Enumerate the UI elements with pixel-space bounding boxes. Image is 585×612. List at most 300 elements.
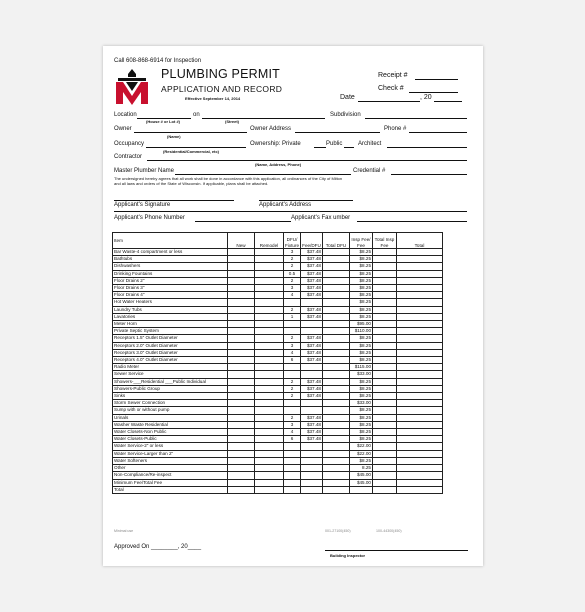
owner-label: Owner xyxy=(114,126,132,132)
total-insp-cell[interactable] xyxy=(373,349,397,356)
owner-address-field[interactable] xyxy=(295,132,380,133)
table-row xyxy=(113,328,443,335)
new-cell[interactable] xyxy=(228,249,255,256)
remodel-cell[interactable] xyxy=(255,342,284,349)
fee-dfu-cell xyxy=(301,443,323,450)
new-cell[interactable] xyxy=(228,285,255,292)
fee-dfu-cell xyxy=(301,486,323,493)
total-cell[interactable] xyxy=(397,342,443,349)
total-cell[interactable] xyxy=(397,349,443,356)
remodel-cell[interactable] xyxy=(255,407,284,414)
new-cell[interactable] xyxy=(228,436,255,443)
table-row xyxy=(113,443,443,450)
total-dfu-cell[interactable] xyxy=(323,256,350,263)
owner-address-label: Owner Address xyxy=(250,126,292,132)
insp-fee-cell: $8.25 xyxy=(350,414,373,421)
total-cell[interactable] xyxy=(397,270,443,277)
total-insp-cell[interactable] xyxy=(373,342,397,349)
agreement-line-1: The undersigned hereby agrees that all work shall be done in accordance with this application, all ordinances of the City of Milton xyxy=(114,176,343,181)
new-cell[interactable] xyxy=(228,421,255,428)
remodel-cell[interactable] xyxy=(255,328,284,335)
total-cell[interactable] xyxy=(397,371,443,378)
total-cell[interactable] xyxy=(397,421,443,428)
total-dfu-cell[interactable] xyxy=(323,457,350,464)
fee-dfu-cell: $37.48 xyxy=(301,249,323,256)
contractor-label: Contractor xyxy=(114,154,143,160)
fee-dfu-cell xyxy=(301,472,323,479)
total-insp-cell[interactable] xyxy=(373,357,397,364)
new-cell[interactable] xyxy=(228,371,255,378)
remodel-cell[interactable] xyxy=(255,249,284,256)
remodel-cell[interactable] xyxy=(255,263,284,270)
architect-field[interactable] xyxy=(387,147,467,148)
header-dfu-fixture xyxy=(284,233,301,249)
total-cell[interactable] xyxy=(397,306,443,313)
new-cell[interactable] xyxy=(228,443,255,450)
table-row xyxy=(113,393,443,400)
fee-dfu-cell xyxy=(301,364,323,371)
total-cell[interactable] xyxy=(397,263,443,270)
applicant-phone-field[interactable] xyxy=(195,221,291,222)
header-new: New xyxy=(228,233,255,249)
new-cell[interactable] xyxy=(228,342,255,349)
header-insp-fee xyxy=(350,233,373,249)
total-dfu-cell[interactable] xyxy=(323,357,350,364)
remodel-cell[interactable] xyxy=(255,364,284,371)
master-plumber-field[interactable] xyxy=(175,174,351,175)
credential-label: Credential # xyxy=(353,168,386,174)
fee-dfu-cell: $37.48 xyxy=(301,277,323,284)
fee-dfu-cell: $37.48 xyxy=(301,335,323,342)
item-cell: Hot Water Heaters xyxy=(113,299,228,306)
total-insp-cell[interactable] xyxy=(373,465,397,472)
total-dfu-cell[interactable] xyxy=(323,364,350,371)
total-insp-cell[interactable] xyxy=(373,292,397,299)
new-cell[interactable] xyxy=(228,263,255,270)
new-cell[interactable] xyxy=(228,256,255,263)
check-field[interactable] xyxy=(409,92,458,93)
total-insp-cell[interactable] xyxy=(373,335,397,342)
total-dfu-cell[interactable] xyxy=(323,328,350,335)
inspection-call-text: Call 608-868-6914 for Inspection xyxy=(114,58,202,64)
item-cell: Laundry Tubs xyxy=(113,306,228,313)
insp-fee-cell: $22.00 xyxy=(350,443,373,450)
date-year-field[interactable] xyxy=(434,101,462,102)
total-dfu-cell[interactable] xyxy=(323,371,350,378)
remodel-cell[interactable] xyxy=(255,421,284,428)
new-cell[interactable] xyxy=(228,407,255,414)
header-total-insp-2: Fee xyxy=(380,242,389,248)
total-cell[interactable] xyxy=(397,378,443,385)
signature-field[interactable] xyxy=(114,200,234,201)
insp-fee-cell: $8.25 xyxy=(350,421,373,428)
item-cell: Sewer Service xyxy=(113,371,228,378)
remodel-cell[interactable] xyxy=(255,321,284,328)
remodel-cell[interactable] xyxy=(255,450,284,457)
total-dfu-cell[interactable] xyxy=(323,385,350,392)
dfu-cell xyxy=(284,443,301,450)
item-cell: Drinking Fountains xyxy=(113,270,228,277)
applicant-fax-field[interactable] xyxy=(357,221,467,222)
total-dfu-cell[interactable] xyxy=(323,472,350,479)
remodel-cell[interactable] xyxy=(255,335,284,342)
new-cell[interactable] xyxy=(228,292,255,299)
total-dfu-cell[interactable] xyxy=(323,479,350,486)
new-cell[interactable] xyxy=(228,450,255,457)
total-cell[interactable] xyxy=(397,328,443,335)
total-cell[interactable] xyxy=(397,285,443,292)
total-insp-cell[interactable] xyxy=(373,270,397,277)
total-cell[interactable] xyxy=(397,400,443,407)
applicant-address-line[interactable] xyxy=(259,200,353,201)
total-dfu-cell[interactable] xyxy=(323,335,350,342)
total-cell[interactable] xyxy=(397,450,443,457)
new-cell[interactable] xyxy=(228,465,255,472)
header-dfu-fixture-1: DFU/ xyxy=(286,237,298,242)
header-dfu-fixture-2: Fixture xyxy=(285,242,300,248)
total-dfu-cell[interactable] xyxy=(323,400,350,407)
total-dfu-cell[interactable] xyxy=(323,450,350,457)
insp-fee-cell: $110.00 xyxy=(350,328,373,335)
table-row xyxy=(113,486,443,493)
new-cell[interactable] xyxy=(228,486,255,493)
new-cell[interactable] xyxy=(228,378,255,385)
dfu-cell: 3 xyxy=(284,342,301,349)
item-cell: Showers-Public Group xyxy=(113,385,228,392)
remodel-cell[interactable] xyxy=(255,472,284,479)
total-insp-cell[interactable] xyxy=(373,378,397,385)
total-cell[interactable] xyxy=(397,429,443,436)
remodel-cell[interactable] xyxy=(255,378,284,385)
insp-fee-cell: $8.25 xyxy=(350,299,373,306)
table-row xyxy=(113,371,443,378)
total-insp-cell[interactable] xyxy=(373,393,397,400)
total-insp-cell[interactable] xyxy=(373,263,397,270)
dfu-cell xyxy=(284,486,301,493)
total-cell[interactable] xyxy=(397,321,443,328)
new-cell[interactable] xyxy=(228,364,255,371)
item-cell: Floor Drains 3" xyxy=(113,285,228,292)
total-dfu-cell[interactable] xyxy=(323,443,350,450)
table-row xyxy=(113,342,443,349)
dfu-cell: 2 xyxy=(284,335,301,342)
total-insp-cell[interactable] xyxy=(373,436,397,443)
total-dfu-cell[interactable] xyxy=(323,436,350,443)
on-label: on xyxy=(193,112,200,118)
total-cell[interactable] xyxy=(397,335,443,342)
item-cell: Receptors 4.0" Outlet Diameter xyxy=(113,357,228,364)
total-insp-cell[interactable] xyxy=(373,385,397,392)
total-insp-cell[interactable] xyxy=(373,421,397,428)
insp-fee-cell: $8.25 xyxy=(350,285,373,292)
remodel-cell[interactable] xyxy=(255,486,284,493)
total-dfu-cell[interactable] xyxy=(323,407,350,414)
total-cell[interactable] xyxy=(397,299,443,306)
total-dfu-cell[interactable] xyxy=(323,486,350,493)
header-insp-fee-2: Fee xyxy=(357,242,365,248)
total-insp-cell[interactable] xyxy=(373,299,397,306)
ownership-public-field[interactable] xyxy=(344,147,354,148)
total-dfu-cell[interactable] xyxy=(323,263,350,270)
insp-fee-cell: $33.00 xyxy=(350,400,373,407)
total-dfu-cell[interactable] xyxy=(323,429,350,436)
total-cell[interactable] xyxy=(397,313,443,320)
item-cell: Receptors 2.0" Outlet Diameter xyxy=(113,342,228,349)
remodel-cell[interactable] xyxy=(255,299,284,306)
new-cell[interactable] xyxy=(228,479,255,486)
item-cell: Floor Drains 2" xyxy=(113,277,228,284)
total-dfu-cell[interactable] xyxy=(323,349,350,356)
fee-dfu-cell: $37.48 xyxy=(301,313,323,320)
dfu-cell: 2 xyxy=(284,256,301,263)
credential-field[interactable] xyxy=(391,174,467,175)
date-year-label: , 20 xyxy=(420,94,432,101)
occupancy-hint: (Residential/Commercial, etc) xyxy=(163,149,220,154)
permit-subtitle: APPLICATION AND RECORD xyxy=(161,84,283,94)
total-insp-cell[interactable] xyxy=(373,486,397,493)
remodel-cell[interactable] xyxy=(255,457,284,464)
item-cell: Dishwashers xyxy=(113,263,228,270)
new-cell[interactable] xyxy=(228,357,255,364)
new-cell[interactable] xyxy=(228,472,255,479)
remodel-cell[interactable] xyxy=(255,256,284,263)
total-insp-cell[interactable] xyxy=(373,256,397,263)
remodel-cell[interactable] xyxy=(255,313,284,320)
remodel-cell[interactable] xyxy=(255,285,284,292)
fee-dfu-cell xyxy=(301,457,323,464)
total-cell[interactable] xyxy=(397,357,443,364)
total-cell[interactable] xyxy=(397,465,443,472)
total-cell[interactable] xyxy=(397,364,443,371)
new-cell[interactable] xyxy=(228,429,255,436)
total-insp-cell[interactable] xyxy=(373,450,397,457)
new-cell[interactable] xyxy=(228,270,255,277)
total-insp-cell[interactable] xyxy=(373,457,397,464)
total-cell[interactable] xyxy=(397,256,443,263)
total-dfu-cell[interactable] xyxy=(323,313,350,320)
new-cell[interactable] xyxy=(228,328,255,335)
total-dfu-cell[interactable] xyxy=(323,342,350,349)
total-cell[interactable] xyxy=(397,479,443,486)
occupancy-label: Occupancy xyxy=(114,141,145,147)
insp-fee-cell: $22.00 xyxy=(350,450,373,457)
dfu-cell: 6 xyxy=(284,357,301,364)
table-row xyxy=(113,299,443,306)
total-cell[interactable] xyxy=(397,292,443,299)
new-cell[interactable] xyxy=(228,393,255,400)
contractor-hint: (Name, Address, Phone) xyxy=(255,162,302,167)
new-cell[interactable] xyxy=(228,299,255,306)
total-dfu-cell[interactable] xyxy=(323,285,350,292)
table-row xyxy=(113,270,443,277)
dfu-cell: 6 xyxy=(284,436,301,443)
new-cell[interactable] xyxy=(228,414,255,421)
new-cell[interactable] xyxy=(228,313,255,320)
remodel-cell[interactable] xyxy=(255,436,284,443)
item-cell: Non-Compliance/Re-inspect xyxy=(113,472,228,479)
phone-field[interactable] xyxy=(409,132,467,133)
total-insp-cell[interactable] xyxy=(373,321,397,328)
total-cell[interactable] xyxy=(397,249,443,256)
total-dfu-cell[interactable] xyxy=(323,321,350,328)
total-cell[interactable] xyxy=(397,277,443,284)
dfu-cell xyxy=(284,364,301,371)
subdivision-field[interactable] xyxy=(365,118,467,119)
total-dfu-cell[interactable] xyxy=(323,270,350,277)
date-field[interactable] xyxy=(358,101,420,102)
total-dfu-cell[interactable] xyxy=(323,292,350,299)
total-insp-cell[interactable] xyxy=(373,277,397,284)
total-insp-cell[interactable] xyxy=(373,429,397,436)
street-field[interactable] xyxy=(202,118,325,119)
new-cell[interactable] xyxy=(228,306,255,313)
total-insp-cell[interactable] xyxy=(373,371,397,378)
total-insp-cell[interactable] xyxy=(373,407,397,414)
total-insp-cell[interactable] xyxy=(373,472,397,479)
item-cell: Bathtubs xyxy=(113,256,228,263)
item-cell: Storm Sewer Connection xyxy=(113,400,228,407)
item-cell: Water Service-2" or less xyxy=(113,443,228,450)
contractor-field[interactable] xyxy=(147,160,467,161)
street-hint: (Street) xyxy=(225,119,240,124)
remodel-cell[interactable] xyxy=(255,400,284,407)
dfu-cell: 3 xyxy=(284,285,301,292)
remodel-cell[interactable] xyxy=(255,306,284,313)
total-dfu-cell[interactable] xyxy=(323,299,350,306)
permit-title: PLUMBING PERMIT xyxy=(161,67,280,81)
fee-table xyxy=(112,232,443,494)
total-dfu-cell[interactable] xyxy=(323,249,350,256)
total-insp-cell[interactable] xyxy=(373,328,397,335)
fee-dfu-cell: $37.48 xyxy=(301,414,323,421)
total-cell[interactable] xyxy=(397,486,443,493)
total-dfu-cell[interactable] xyxy=(323,465,350,472)
total-dfu-cell[interactable] xyxy=(323,306,350,313)
fee-dfu-cell: $37.48 xyxy=(301,393,323,400)
item-cell: Lavatories xyxy=(113,313,228,320)
total-cell[interactable] xyxy=(397,436,443,443)
total-cell[interactable] xyxy=(397,414,443,421)
insp-fee-cell: $8.25 xyxy=(350,263,373,270)
receipt-field[interactable] xyxy=(415,79,458,80)
total-insp-cell[interactable] xyxy=(373,443,397,450)
insp-fee-cell: $8.25 xyxy=(350,407,373,414)
remodel-cell[interactable] xyxy=(255,429,284,436)
dfu-cell: 4 xyxy=(284,292,301,299)
dfu-cell xyxy=(284,400,301,407)
item-cell: Other xyxy=(113,465,228,472)
insp-fee-cell: $8.25 xyxy=(350,313,373,320)
master-plumber-label: Master Plumber Name xyxy=(114,168,175,174)
insp-fee-cell: $8.25 xyxy=(350,357,373,364)
item-cell: Water Service-Larger than 2" xyxy=(113,450,228,457)
total-insp-cell[interactable] xyxy=(373,400,397,407)
inspector-signature-field[interactable] xyxy=(325,550,468,551)
insp-fee-cell: $8.25 xyxy=(350,335,373,342)
new-cell[interactable] xyxy=(228,385,255,392)
public-label: Public xyxy=(326,141,343,147)
total-dfu-cell[interactable] xyxy=(323,277,350,284)
remodel-cell[interactable] xyxy=(255,393,284,400)
remodel-cell[interactable] xyxy=(255,349,284,356)
ownership-private-field[interactable] xyxy=(314,147,326,148)
remodel-cell[interactable] xyxy=(255,357,284,364)
insp-fee-cell: $8.25 xyxy=(350,306,373,313)
name-hint: (Name) xyxy=(167,134,181,139)
new-cell[interactable] xyxy=(228,349,255,356)
dfu-cell: 3 xyxy=(284,249,301,256)
new-cell[interactable] xyxy=(228,321,255,328)
remodel-cell[interactable] xyxy=(255,371,284,378)
phone-label: Phone # xyxy=(384,126,407,132)
remodel-cell[interactable] xyxy=(255,479,284,486)
fee-dfu-cell xyxy=(301,371,323,378)
occupancy-field[interactable] xyxy=(146,147,246,148)
total-dfu-cell[interactable] xyxy=(323,421,350,428)
table-row xyxy=(113,306,443,313)
total-insp-cell[interactable] xyxy=(373,479,397,486)
remodel-cell[interactable] xyxy=(255,414,284,421)
new-cell[interactable] xyxy=(228,277,255,284)
total-cell[interactable] xyxy=(397,407,443,414)
total-cell[interactable] xyxy=(397,472,443,479)
total-insp-cell[interactable] xyxy=(373,306,397,313)
new-cell[interactable] xyxy=(228,400,255,407)
total-insp-cell[interactable] xyxy=(373,313,397,320)
remodel-cell[interactable] xyxy=(255,385,284,392)
remodel-cell[interactable] xyxy=(255,465,284,472)
remodel-cell[interactable] xyxy=(255,270,284,277)
item-cell: Water Softeners xyxy=(113,457,228,464)
insp-fee-cell: $45.00 xyxy=(350,472,373,479)
total-insp-cell[interactable] xyxy=(373,414,397,421)
applicant-address-label: Applicant's Address xyxy=(259,202,312,208)
new-cell[interactable] xyxy=(228,457,255,464)
total-cell[interactable] xyxy=(397,393,443,400)
total-cell[interactable] xyxy=(397,443,443,450)
item-cell: Washer Waste Residential xyxy=(113,421,228,428)
remodel-cell[interactable] xyxy=(255,443,284,450)
remodel-cell[interactable] xyxy=(255,292,284,299)
applicant-signature-label: Applicant's Signature xyxy=(114,202,171,208)
dfu-cell xyxy=(284,371,301,378)
item-cell: Bar Waste-4 compartment or less xyxy=(113,249,228,256)
insp-fee-cell: $8.25 xyxy=(350,378,373,385)
total-insp-cell[interactable] xyxy=(373,249,397,256)
insp-fee-cell: $8.25 xyxy=(350,457,373,464)
total-dfu-cell[interactable] xyxy=(323,414,350,421)
owner-field[interactable] xyxy=(134,132,247,133)
applicant-fax-label: Applicant's Fax umber xyxy=(291,215,351,221)
total-insp-cell[interactable] xyxy=(373,364,397,371)
total-insp-cell[interactable] xyxy=(373,285,397,292)
remodel-cell[interactable] xyxy=(255,277,284,284)
total-dfu-cell[interactable] xyxy=(323,378,350,385)
total-cell[interactable] xyxy=(397,457,443,464)
city-logo-icon xyxy=(114,68,150,106)
dfu-cell: 2 xyxy=(284,393,301,400)
table-row xyxy=(113,249,443,256)
total-cell[interactable] xyxy=(397,385,443,392)
new-cell[interactable] xyxy=(228,335,255,342)
location-hint: (House # or Lot #) xyxy=(146,119,181,124)
total-dfu-cell[interactable] xyxy=(323,393,350,400)
insp-fee-cell: 8.25 xyxy=(350,465,373,472)
table-row xyxy=(113,378,443,385)
fee-dfu-cell: $37.48 xyxy=(301,292,323,299)
insp-fee-cell: $8.25 xyxy=(350,429,373,436)
table-row xyxy=(113,357,443,364)
